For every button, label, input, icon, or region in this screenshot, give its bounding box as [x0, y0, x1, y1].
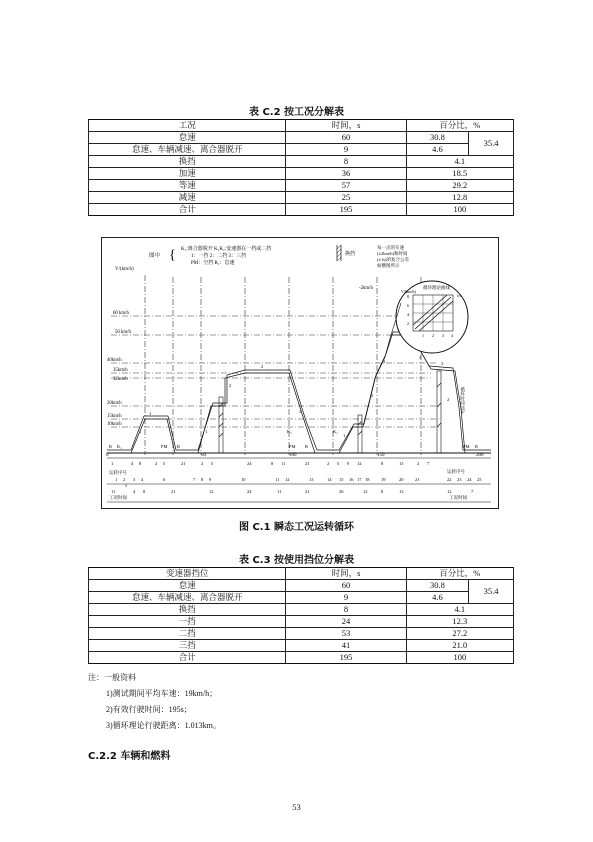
svg-text:6: 6 — [163, 477, 166, 482]
merged-cell: 35.4 — [469, 580, 514, 604]
cell: 100 — [406, 652, 513, 664]
speed-label: 20km/h — [107, 401, 122, 406]
svg-text:12: 12 — [357, 461, 362, 466]
svg-text:1: 1 — [139, 429, 142, 434]
cell: 8 — [286, 604, 406, 616]
svg-text:16: 16 — [349, 477, 354, 482]
cell: 100 — [406, 204, 513, 216]
table-row — [89, 192, 514, 204]
cell: 21.0 — [406, 640, 513, 652]
legend-note-2: (±2km/h)和时间 — [377, 251, 408, 256]
legend-note-3: (±1s)的复合公差 — [377, 257, 409, 262]
time-tick: 200 — [476, 453, 484, 458]
inset-ytick: 4 — [407, 312, 409, 317]
time-tick: 100 — [289, 453, 297, 458]
svg-text:1: 1 — [149, 411, 152, 416]
svg-text:12: 12 — [209, 489, 214, 494]
table-c3-caption: 表 C.3 按使用挡位分解表 — [238, 555, 355, 566]
svg-text:11: 11 — [277, 489, 282, 494]
inset-xtick: 1 — [422, 333, 424, 338]
cell: 一挡 — [89, 616, 286, 628]
svg-text:5: 5 — [163, 461, 166, 466]
cell: 12.8 — [406, 192, 513, 204]
cell: 12.3 — [406, 616, 513, 628]
table-row — [89, 580, 514, 592]
cell: 怠速 — [89, 580, 286, 592]
svg-text:2: 2 — [327, 461, 330, 466]
svg-text:21: 21 — [305, 461, 310, 466]
cell: 53 — [286, 628, 406, 640]
speed-label: 60 km/h — [113, 311, 129, 316]
cell: 等速 — [89, 180, 286, 192]
table-row — [89, 156, 514, 168]
svg-text:12: 12 — [363, 489, 368, 494]
svg-text:21: 21 — [181, 461, 186, 466]
cell: 9 — [286, 592, 406, 604]
svg-text:12: 12 — [447, 489, 452, 494]
svg-text:20: 20 — [399, 477, 404, 482]
cell: 换挡 — [89, 604, 286, 616]
svg-text:17: 17 — [357, 477, 362, 482]
table-row — [89, 592, 514, 604]
legend-line-1: K₁:离合器脱开 K₁K₂:变速器在一挡或二挡 — [181, 247, 272, 252]
svg-text:1: 1 — [111, 461, 114, 466]
svg-text:3: 3 — [441, 361, 444, 366]
mode-label: PM — [463, 444, 470, 449]
time-tick: 150 — [377, 453, 385, 458]
cell: 30.8 — [406, 580, 469, 592]
svg-text:10: 10 — [241, 477, 246, 482]
svg-text:1: 1 — [205, 429, 208, 434]
svg-text:2: 2 — [155, 461, 158, 466]
condition-label: 工况时间 — [449, 495, 467, 500]
svg-text:2: 2 — [371, 393, 374, 398]
cell: 41 — [286, 640, 406, 652]
svg-text:2: 2 — [123, 477, 126, 482]
svg-text:15: 15 — [339, 477, 344, 482]
cell: 9 — [286, 144, 406, 156]
svg-text:13: 13 — [309, 477, 314, 482]
seq-label: 运转序号 — [447, 469, 465, 474]
svg-text:7: 7 — [471, 489, 474, 494]
svg-text:18: 18 — [365, 477, 370, 482]
svg-text:5: 5 — [337, 461, 340, 466]
svg-text:11: 11 — [275, 477, 280, 482]
table-row — [89, 628, 514, 640]
cell: 怠速、车辆减速、离合器脱开 — [89, 144, 286, 156]
cell: 加速 — [89, 168, 286, 180]
svg-text:7: 7 — [193, 477, 196, 482]
y-axis-label: V/(km/h) — [115, 267, 134, 272]
svg-text:24: 24 — [247, 489, 252, 494]
svg-text:8: 8 — [201, 477, 204, 482]
cell: 三挡 — [89, 640, 286, 652]
legend-shift: 换挡 — [345, 252, 356, 257]
driving-cycle-figure — [101, 237, 499, 509]
svg-text:26: 26 — [339, 489, 344, 494]
table-row — [89, 604, 514, 616]
cell: 二挡 — [89, 628, 286, 640]
svg-text:4: 4 — [133, 489, 136, 494]
legend-note-1: 每一点的车速 — [377, 245, 404, 250]
svg-text:8: 8 — [381, 489, 384, 494]
svg-text:23: 23 — [457, 477, 462, 482]
svg-text:2: 2 — [447, 397, 450, 402]
svg-text:9: 9 — [347, 461, 350, 466]
cell: 怠速 — [89, 132, 286, 144]
mode-label: K₁ — [287, 429, 292, 434]
svg-text:5: 5 — [211, 461, 214, 466]
mode-label: R — [109, 444, 113, 449]
mode-label: K₁ — [333, 429, 338, 434]
table-c3 — [88, 567, 514, 664]
svg-text:25: 25 — [477, 477, 482, 482]
cell: 36 — [286, 168, 406, 180]
svg-text:3: 3 — [383, 359, 386, 364]
merged-cell: 35.4 — [469, 132, 514, 156]
cell: 18.5 — [406, 168, 513, 180]
mode-label: PM — [289, 444, 296, 449]
svg-text:11: 11 — [111, 489, 116, 494]
inset-xtick: 3 — [442, 333, 444, 338]
notes-title: 注：一般资料 — [88, 673, 136, 682]
cell: 减速 — [89, 192, 286, 204]
svg-text:7: 7 — [427, 461, 430, 466]
mode-label: R — [177, 444, 181, 449]
cell: 换挡 — [89, 156, 286, 168]
svg-text:3: 3 — [419, 355, 422, 360]
cycle-time-label: 循环时间195s — [460, 387, 466, 414]
table-row — [89, 204, 514, 216]
cell: 29.2 — [406, 180, 513, 192]
svg-text:5: 5 — [125, 483, 128, 488]
cell: 195 — [286, 204, 406, 216]
time-tick: 50 — [201, 453, 206, 458]
page-number: 53 — [292, 802, 301, 812]
table-row — [89, 168, 514, 180]
table-c2-caption: 表 C.2 按工况分解表 — [248, 107, 345, 118]
inset-xtick: 4 — [451, 333, 453, 338]
speed-label: 50 km/h — [115, 330, 131, 335]
cell: 合计 — [89, 204, 286, 216]
svg-text:8: 8 — [271, 461, 274, 466]
cell: 27.2 — [406, 628, 513, 640]
inset-ylabel: V/(km/h) — [401, 289, 416, 294]
mode-label: K₁ — [117, 444, 122, 449]
svg-text:2: 2 — [299, 409, 302, 414]
inset-xtick: 2 — [432, 333, 434, 338]
note-item: 2)有效行驶时间：195s； — [106, 705, 192, 714]
table-row — [89, 180, 514, 192]
table-row — [89, 652, 514, 664]
header-cell: 百分比，% — [406, 568, 513, 580]
speed-label: 15km/h — [107, 414, 122, 419]
svg-text:2: 2 — [261, 364, 264, 369]
cell: 24 — [286, 616, 406, 628]
cell: 4.1 — [406, 156, 513, 168]
table-row — [89, 144, 514, 156]
svg-text:8: 8 — [143, 489, 146, 494]
svg-text:13: 13 — [399, 461, 404, 466]
inset-title: 循环理论曲线 — [423, 285, 450, 290]
svg-text:4: 4 — [131, 461, 134, 466]
svg-text:4: 4 — [141, 477, 144, 482]
svg-text:21: 21 — [305, 489, 310, 494]
cell: 30.8 — [406, 132, 469, 144]
header-cell: 变速器挡位 — [89, 568, 286, 580]
table-row — [89, 132, 514, 144]
svg-text:22: 22 — [447, 477, 452, 482]
cell: 合计 — [89, 652, 286, 664]
svg-text:24: 24 — [247, 461, 252, 466]
table-c2 — [88, 119, 514, 216]
seq-label: 运转序号 — [109, 470, 127, 475]
svg-text:1: 1 — [343, 433, 346, 438]
cell: 4.6 — [406, 144, 469, 156]
inset-ytick: 8 — [407, 294, 409, 299]
svg-text:21: 21 — [415, 477, 420, 482]
table-row — [89, 616, 514, 628]
svg-text:2: 2 — [229, 383, 232, 388]
header-cell: 百分比，% — [406, 120, 513, 132]
speed-label: 35km/h — [113, 368, 128, 373]
cell: 怠速、车辆减速、离合器脱开 — [89, 592, 286, 604]
inset-ytick: 2 — [407, 321, 409, 326]
svg-text:3: 3 — [133, 477, 136, 482]
table-row — [89, 640, 514, 652]
header-cell: 时间，s — [286, 568, 406, 580]
svg-text:24: 24 — [467, 477, 472, 482]
speed-label: 10km/h — [107, 422, 122, 427]
speed-label: 32km/h — [113, 377, 128, 382]
legend-line-2: 1：一挡 2：二挡 3：三挡 — [191, 254, 247, 259]
svg-text:11: 11 — [281, 461, 286, 466]
svg-text:2: 2 — [201, 461, 204, 466]
figure-c1-caption: 图 C.1 瞬态工况运转循环 — [238, 522, 355, 533]
svg-text:2: 2 — [417, 461, 420, 466]
time-tick: 0 — [106, 453, 109, 458]
inset-ytick: 6 — [407, 303, 409, 308]
header-cell: 工况 — [89, 120, 286, 132]
cell: 4.1 — [406, 604, 513, 616]
cell: 57 — [286, 180, 406, 192]
cell: 25 — [286, 192, 406, 204]
legend-line-3: PM：空挡 R₁：怠速 — [191, 261, 235, 266]
svg-text:19: 19 — [381, 477, 386, 482]
cell: 8 — [286, 156, 406, 168]
mode-label: R — [475, 444, 479, 449]
section-heading: C.2.2 车辆和燃料 — [88, 751, 171, 762]
mode-label: PM — [161, 444, 168, 449]
condition-label: 工况时间 — [109, 495, 127, 500]
cell: 60 — [286, 132, 406, 144]
legend-note-4: 如横图所示 — [377, 263, 400, 268]
table-header-row — [89, 120, 514, 132]
table-header-row — [89, 568, 514, 580]
inset-xlabel: t/s — [457, 293, 461, 298]
speed-label: 40km/h — [107, 358, 122, 363]
cell: 195 — [286, 652, 406, 664]
svg-text:9: 9 — [209, 477, 212, 482]
svg-text:1: 1 — [115, 477, 118, 482]
legend-lead: 图中 — [149, 253, 161, 259]
cell: 4.6 — [406, 592, 469, 604]
note-item: 3)循环理论行驶距离：1.013km。 — [106, 721, 221, 730]
svg-text:14: 14 — [327, 477, 332, 482]
note-item: 1)测试期间平均车速：19km/h； — [106, 689, 218, 698]
svg-text:21: 21 — [171, 489, 176, 494]
svg-text:12: 12 — [285, 477, 290, 482]
svg-text:8: 8 — [381, 461, 384, 466]
header-cell: 时间，s — [286, 120, 406, 132]
svg-text:{: { — [169, 248, 176, 263]
mode-label: R — [305, 444, 309, 449]
svg-text:8: 8 — [139, 461, 142, 466]
tolerance-label: -2km/h — [359, 286, 373, 291]
svg-text:13: 13 — [399, 489, 404, 494]
cell: 60 — [286, 580, 406, 592]
